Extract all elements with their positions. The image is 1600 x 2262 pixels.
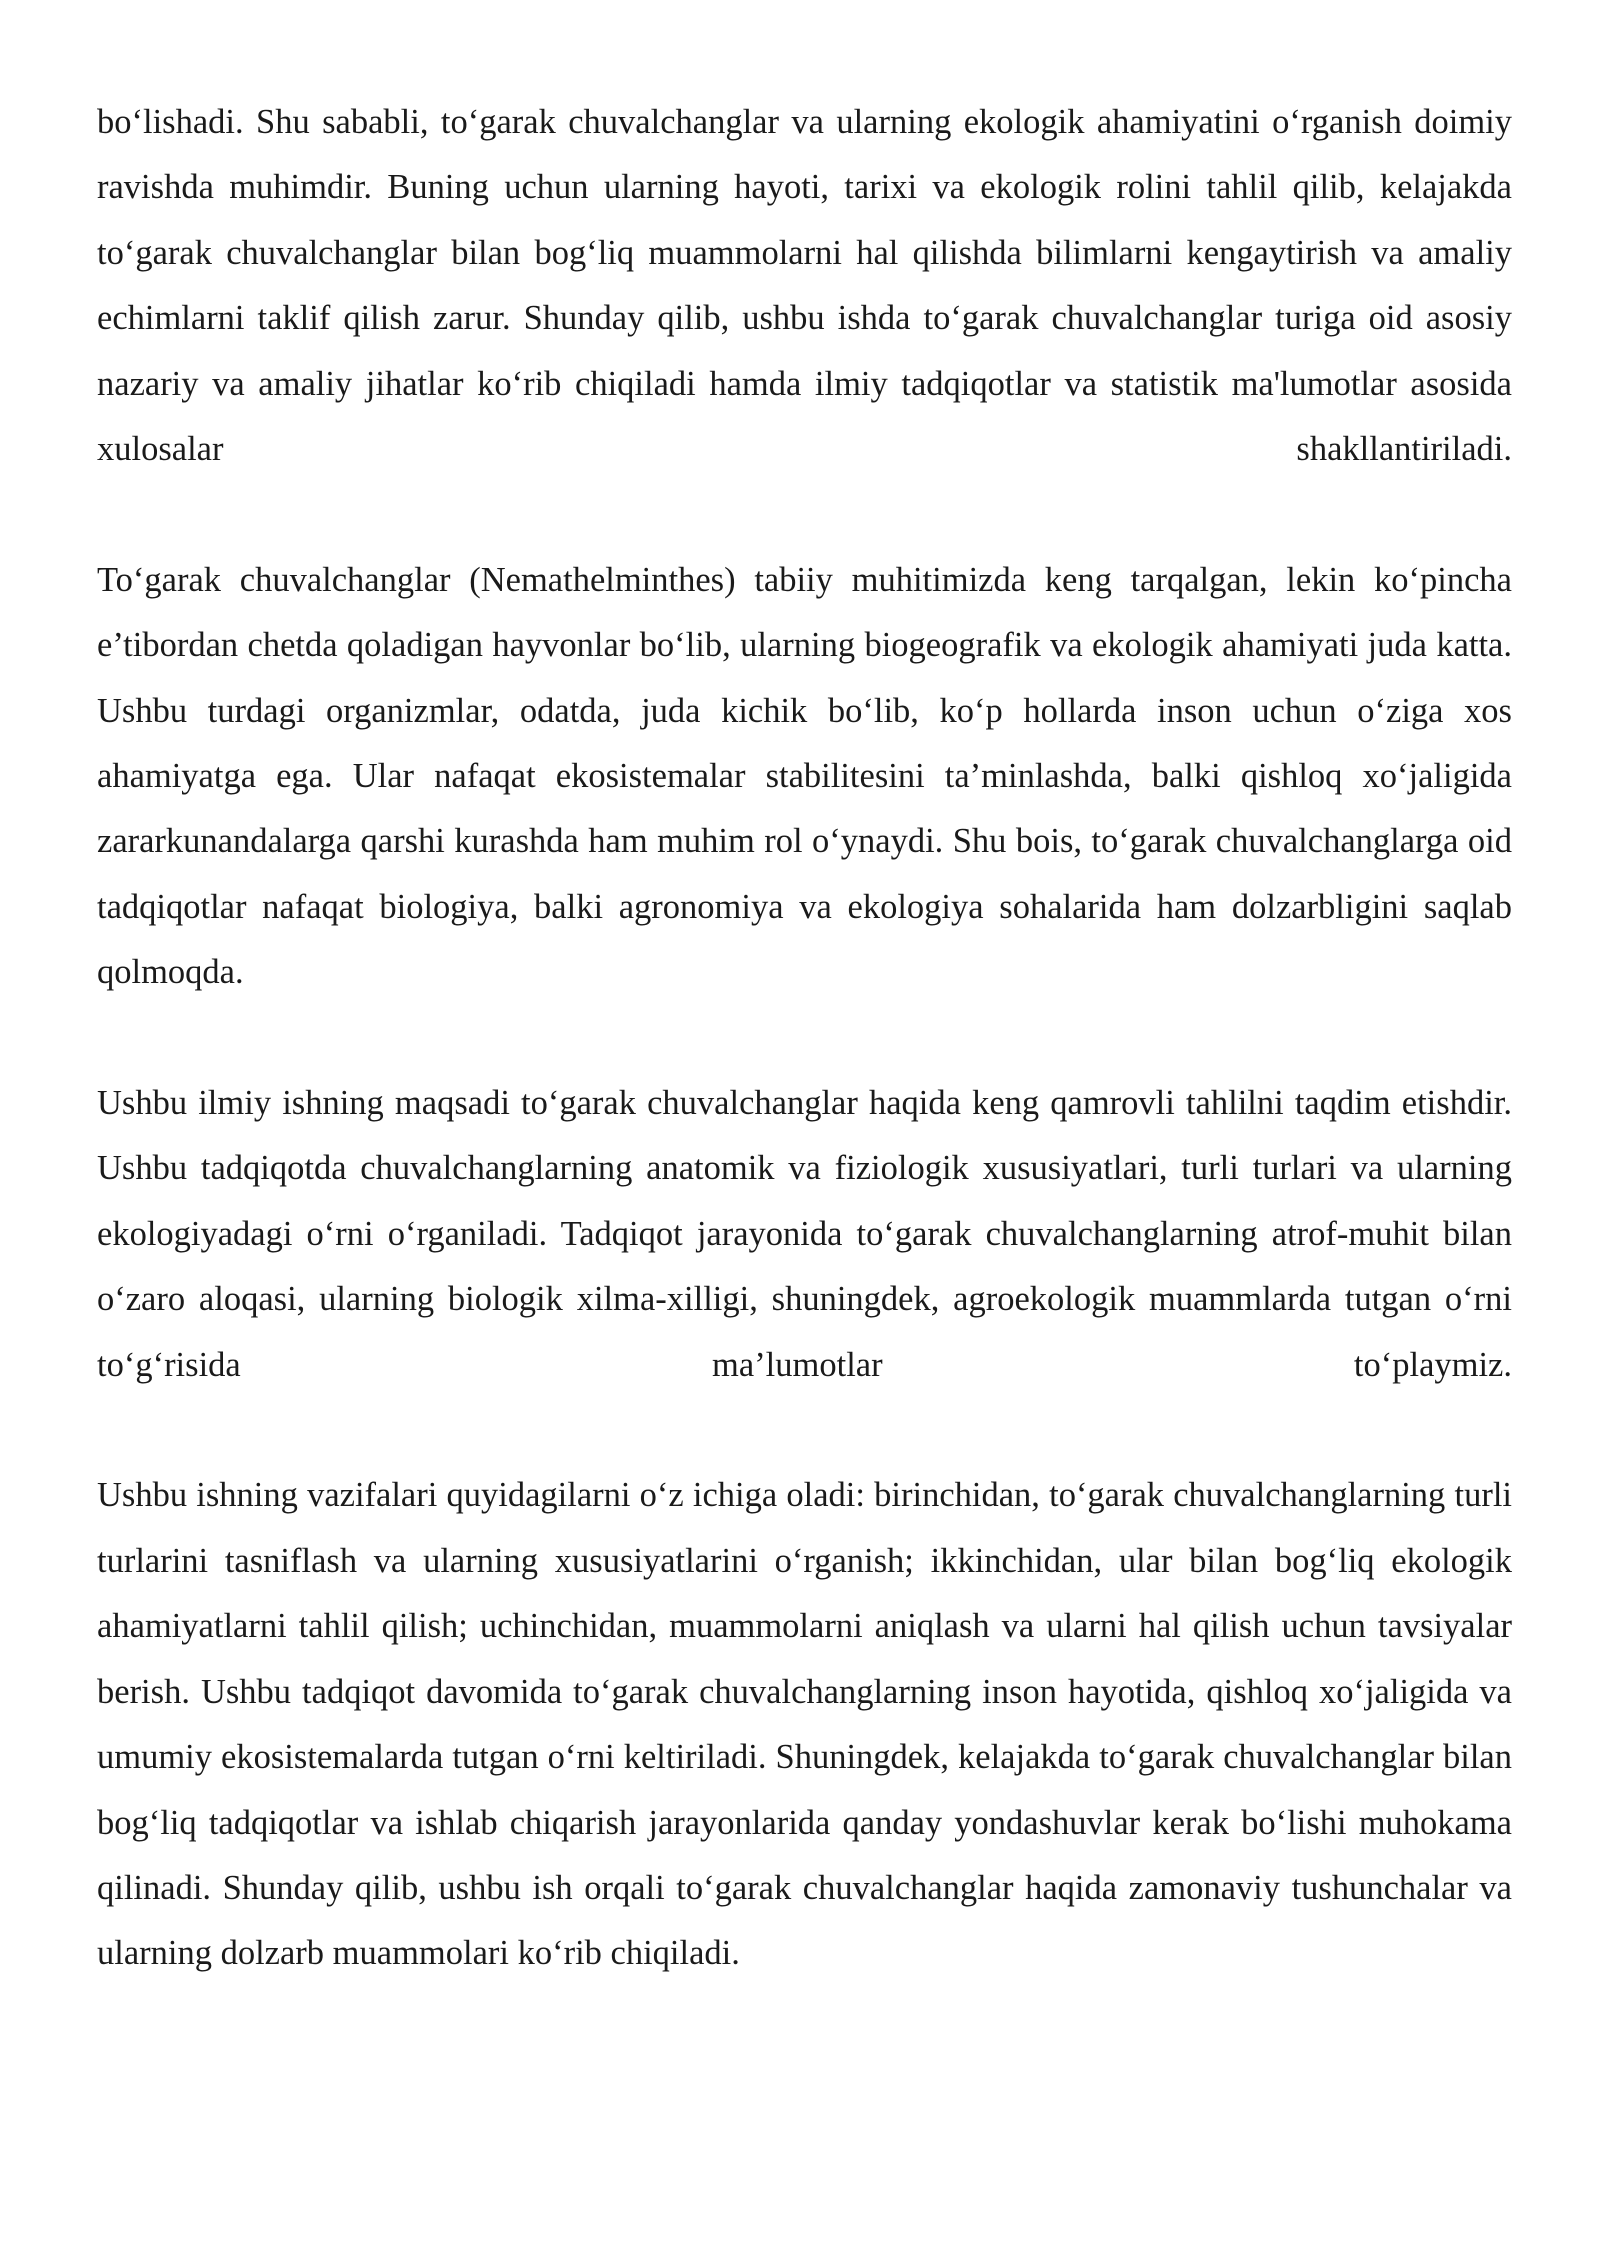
paragraph-2: To‘garak chuvalchanglar (Nemathelminthes) tabiiy muhitimizda keng tarqalgan, lekin ko‘pincha e’tibordan chetda qoladigan hayvonlar bo‘lib, ularning biogeografik va ekologik ahamiyati juda katta. Ushbu turdagi organizmlar, odatda, juda kichik bo‘lib, ko‘p hollarda inson uchun o‘ziga xos ahamiyatga ega. Ular nafaqat ekosistemalar stabilitesini ta’minlashda, balki qishloq xo‘jaligida zararkunandalarga qarshi kurashda ham muhim rol o‘ynaydi. Shu bois, to‘garak chuvalchanglarga oid tadqiqotlar nafaqat biologiya, balki agronomiya va ekologiya sohalarida ham dolzarbligini saqlab qolmoqda.: [97, 560, 1512, 992]
paragraph-3: Ushbu ilmiy ishning maqsadi to‘garak chuvalchanglar haqida keng qamrovli tahlilni taqdim etishdir. Ushbu tadqiqotda chuvalchanglarning anatomik va fiziologik xususiyatlari, turli turlari va ularning ekologiyadagi o‘rni o‘rganiladi. Tadqiqot jarayonida to‘garak chuvalchanglarning atrof-muhit bilan o‘zaro aloqasi, ularning biologik xilma-xilligi, shuningdek, agroekologik muammlarda tutgan o‘rni to‘g‘risida ma’lumotlar to‘playmiz.: [97, 1084, 1512, 1384]
paragraph-1: bo‘lishadi. Shu sababli, to‘garak chuvalchanglar va ularning ekologik ahamiyatini o‘rganish doimiy ravishda muhimdir. Buning uchun ularning hayoti, tarixi va ekologik rolini tahlil qilib, kelajakda to‘garak chuvalchanglar bilan bog‘liq muammolarni hal qilishda bilimlarni kengaytirish va amaliy echimlarni taklif qilish zarur. Shunday qilib, ushbu ishda to‘garak chuvalchanglar turiga oid asosiy nazariy va amaliy jihatlar ko‘rib chiqiladi hamda ilmiy tadqiqotlar va statistik ma'lumotlar asosida xulosalar shakllantiriladi.: [97, 103, 1512, 469]
document-body: [97, 90, 1512, 1987]
paragraph-4: Ushbu ishning vazifalari quyidagilarni o‘z ichiga oladi: birinchidan, to‘garak chuvalchanglarning turli turlarini tasniflash va ularning xususiyatlarini o‘rganish; ikkinchidan, ular bilan bog‘liq ekologik ahamiyatlarni tahlil qilish; uchinchidan, muammolarni aniqlash va ularni hal qilish uchun tavsiyalar berish. Ushbu tadqiqot davomida to‘garak chuvalchanglarning inson hayotida, qishloq xo‘jaligida va umumiy ekosistemalarda tutgan o‘rni keltiriladi. Shuningdek, kelajakda to‘garak chuvalchanglar bilan bog‘liq tadqiqotlar va ishlab chiqarish jarayonlarida qanday yondashuvlar kerak bo‘lishi muhokama qilinadi. Shunday qilib, ushbu ish orqali to‘garak chuvalchanglar haqida zamonaviy tushunchalar va ularning dolzarb muammolari ko‘rib chiqiladi.: [97, 1476, 1512, 1973]
